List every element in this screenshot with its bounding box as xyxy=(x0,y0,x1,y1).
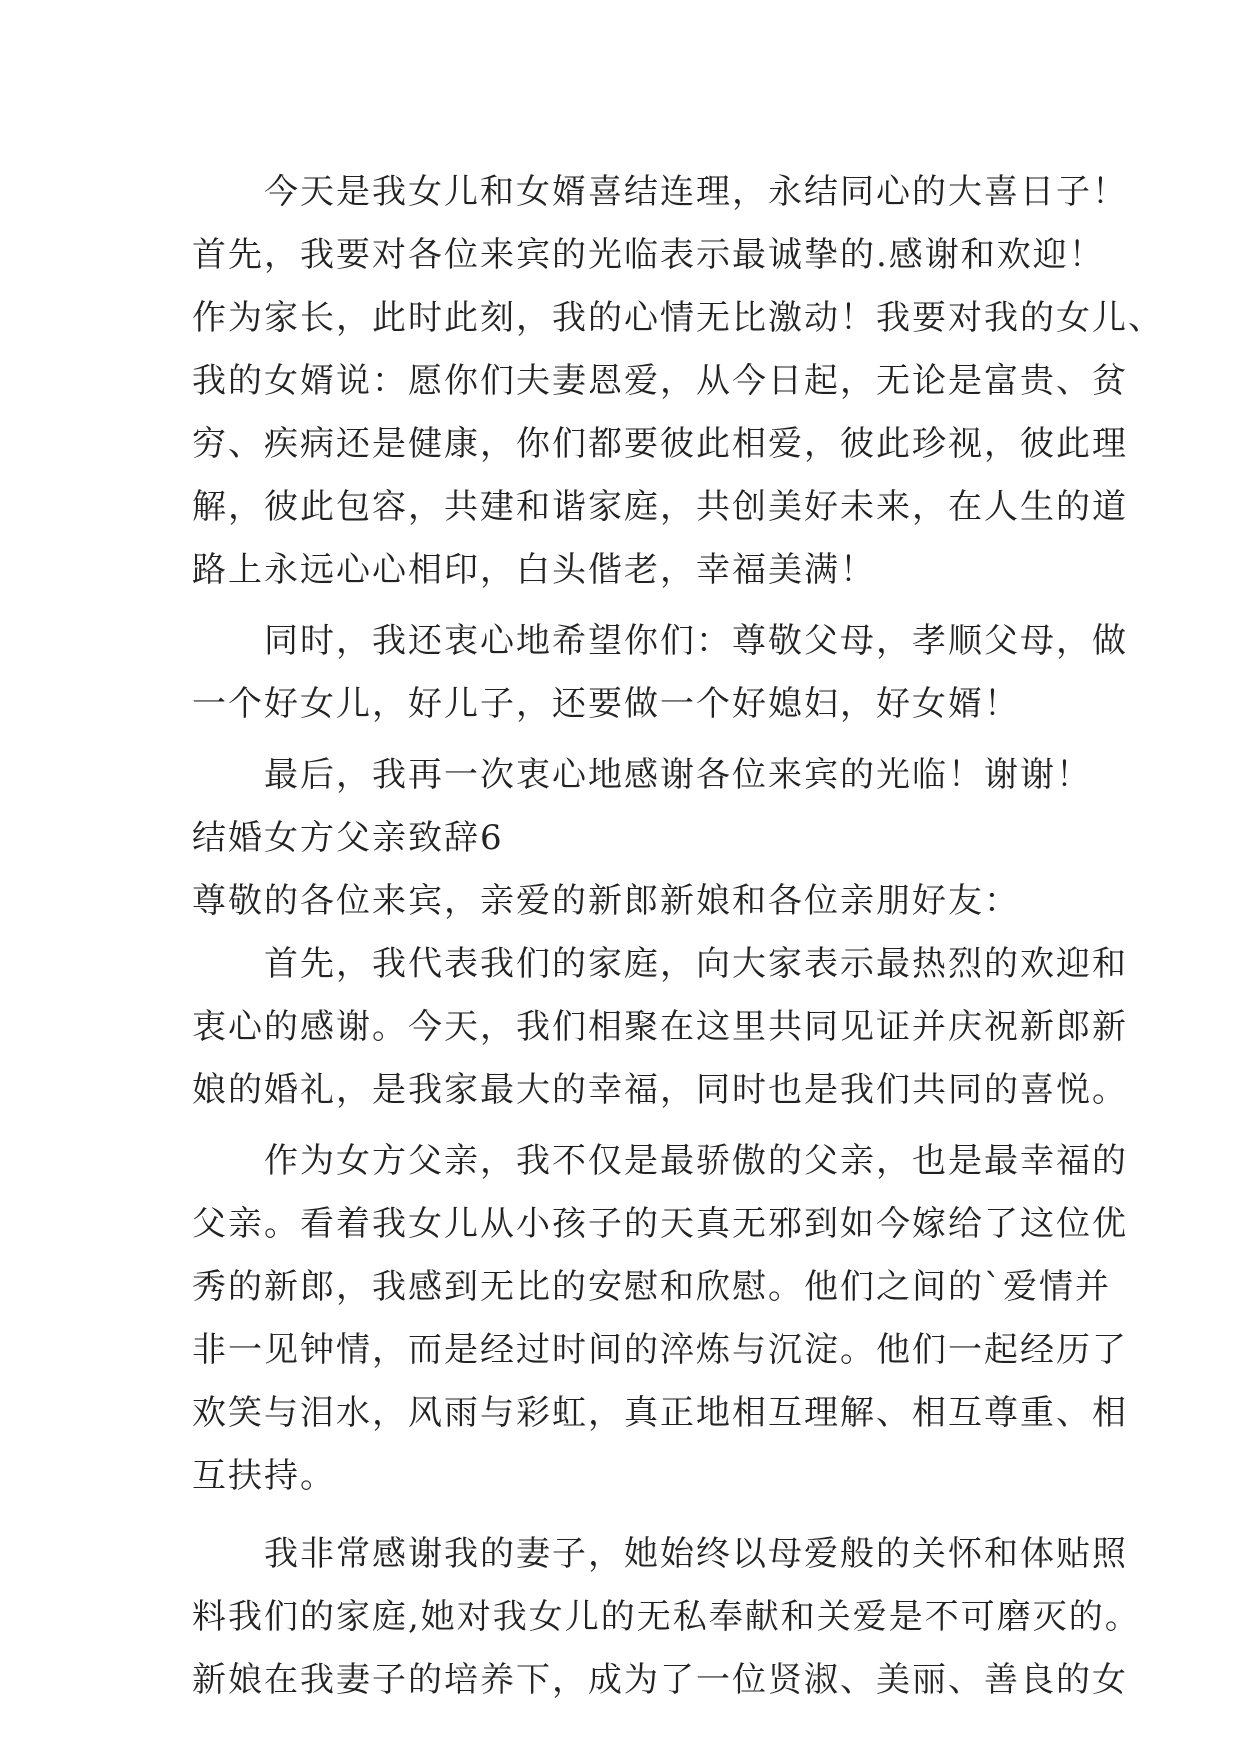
paragraph-line: 解，彼此包容，共建和谐家庭，共创美好未来，在人生的道 xyxy=(192,487,1128,527)
paragraph-line: 首先，我要对各位来宾的光临表示最诚挚的.感谢和欢迎！ xyxy=(192,235,1105,275)
paragraph-line: 料我们的家庭,她对我女儿的无私奉献和关爱是不可磨灭的。 xyxy=(192,1597,1141,1637)
paragraph-line: 最后，我再一次衷心地感谢各位来宾的光临！谢谢！ xyxy=(264,755,1092,795)
paragraph-line: 同时，我还衷心地希望你们：尊敬父母，孝顺父母，做 xyxy=(264,621,1128,661)
section-heading: 结婚女方父亲致辞6 xyxy=(192,818,504,858)
paragraph-line: 作为女方父亲，我不仅是最骄傲的父亲，也是最幸福的 xyxy=(264,1141,1128,1181)
paragraph-line: 一个好女儿，好儿子，还要做一个好媳妇，好女婿！ xyxy=(192,684,1020,724)
paragraph-line: 父亲。看着我女儿从小孩子的天真无邪到如今嫁给了这位优 xyxy=(192,1204,1128,1244)
paragraph-line: 娘的婚礼，是我家最大的幸福，同时也是我们共同的喜悦。 xyxy=(192,1070,1128,1110)
paragraph-line: 作为家长，此时此刻，我的心情无比激动！我要对我的女儿、 xyxy=(192,298,1164,338)
paragraph-line: 新娘在我妻子的培养下，成为了一位贤淑、美丽、善良的女 xyxy=(192,1660,1128,1700)
paragraph-line: 衷心的感谢。今天，我们相聚在这里共同见证并庆祝新郎新 xyxy=(192,1007,1128,1047)
paragraph-line: 秀的新郎，我感到无比的安慰和欣慰。他们之间的`爱情并 xyxy=(192,1267,1111,1307)
paragraph-line: 首先，我代表我们的家庭，向大家表示最热烈的欢迎和 xyxy=(264,944,1128,984)
paragraph-line: 互扶持。 xyxy=(192,1456,336,1496)
paragraph-line: 路上永远心心相印，白头偕老，幸福美满！ xyxy=(192,550,876,590)
paragraph-line: 穷、疾病还是健康，你们都要彼此相爱，彼此珍视，彼此理 xyxy=(192,424,1128,464)
paragraph-line: 欢笑与泪水，风雨与彩虹，真正地相互理解、相互尊重、相 xyxy=(192,1393,1128,1433)
document-page xyxy=(192,161,1164,1712)
paragraph-line: 我的女婿说：愿你们夫妻恩爱，从今日起，无论是富贵、贫 xyxy=(192,361,1128,401)
paragraph-line: 今天是我女儿和女婿喜结连理，永结同心的大喜日子！ xyxy=(264,172,1128,212)
salutation-line: 尊敬的各位来宾，亲爱的新郎新娘和各位亲朋好友： xyxy=(192,881,1020,921)
paragraph-line: 非一见钟情，而是经过时间的淬炼与沉淀。他们一起经历了 xyxy=(192,1330,1128,1370)
paragraph-line: 我非常感谢我的妻子，她始终以母爱般的关怀和体贴照 xyxy=(264,1534,1128,1574)
